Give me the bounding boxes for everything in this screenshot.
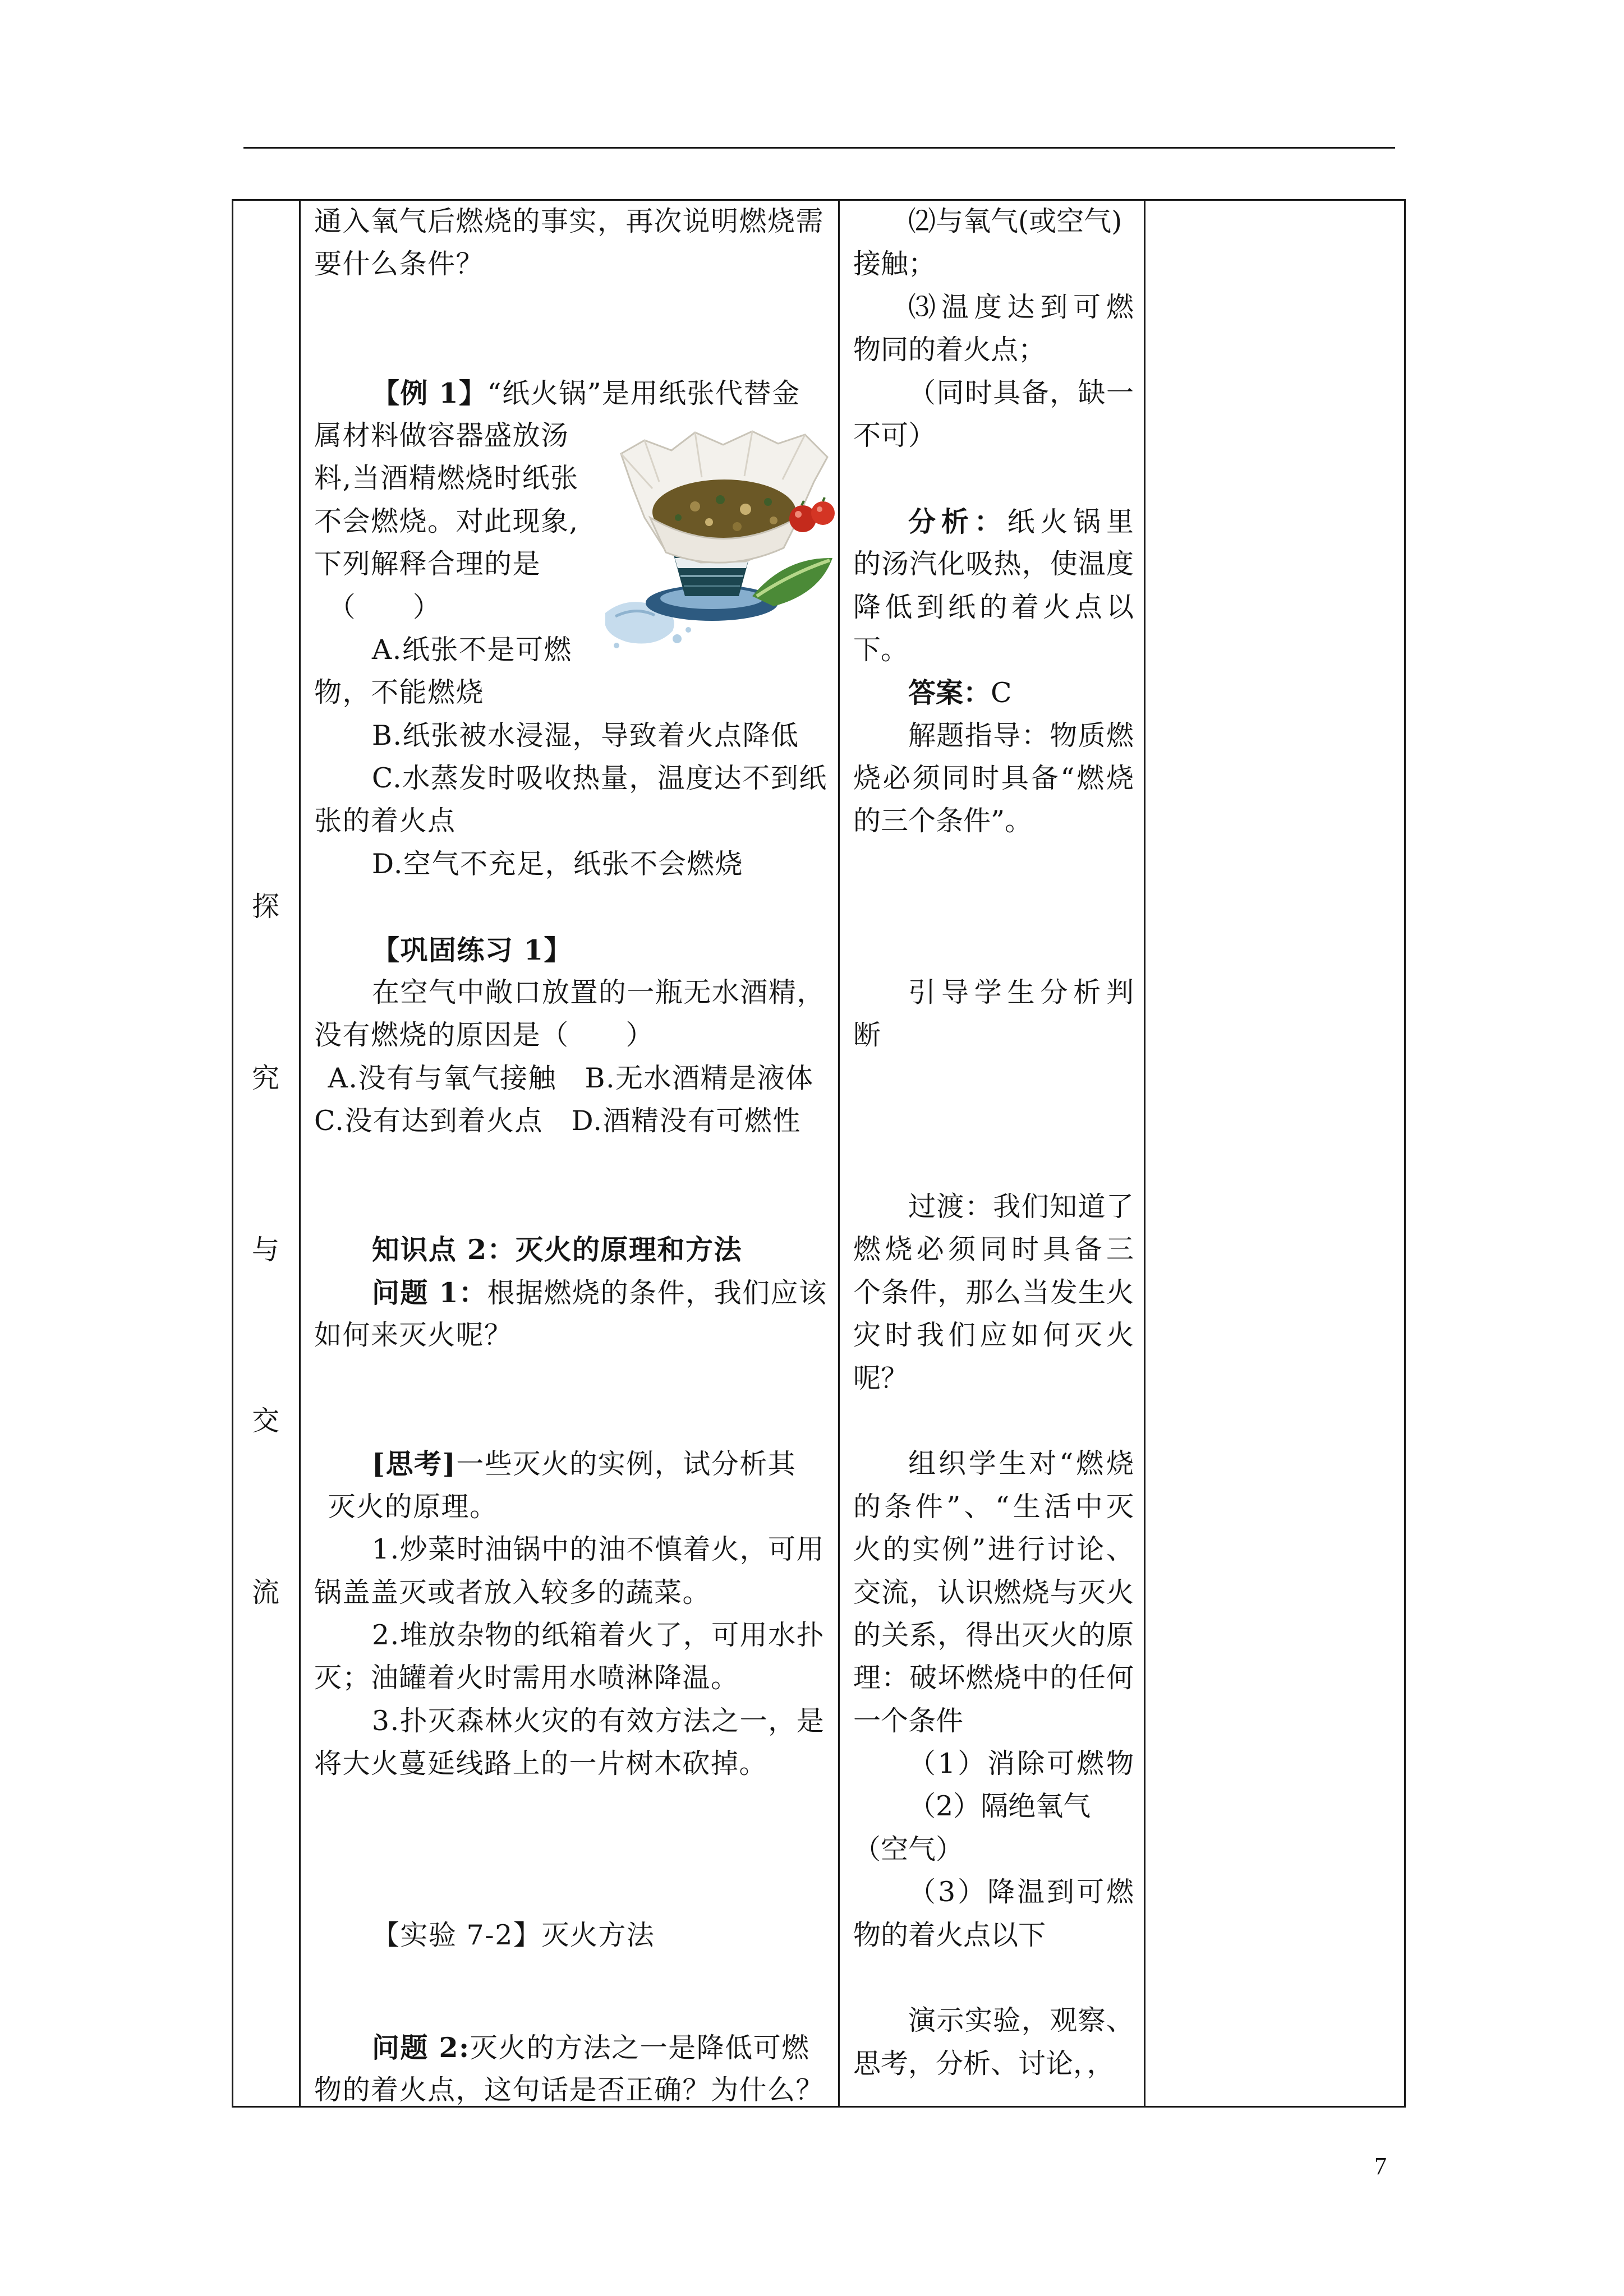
example-heading	[314, 372, 836, 414]
note-line: 的三个条件”。	[853, 805, 1033, 837]
think-line	[314, 1442, 836, 1485]
note-line: 火的实例”进行讨论、	[853, 1533, 1134, 1566]
option-line: C.没有达到着火点 D.酒精没有可燃性	[314, 1105, 801, 1137]
note-line: 不可）	[853, 419, 936, 451]
note-line: 接触；	[853, 248, 936, 280]
note-line: 交流，认识燃烧与灭火	[853, 1576, 1134, 1608]
spacer	[853, 1057, 1134, 1186]
note-line: 一个条件	[853, 1704, 964, 1737]
question-label: 问题 2:	[371, 2031, 470, 2064]
activity-line: 下列解释合理的是	[314, 548, 541, 580]
note-line: 的关系，得出灭火的原	[853, 1619, 1134, 1651]
note-line: 个条件，那么当发生火	[853, 1276, 1134, 1308]
column-divider	[838, 199, 840, 2108]
note-line: 呢？	[853, 1362, 909, 1394]
question-line	[314, 2026, 836, 2069]
note-line: （同时具备，缺一	[908, 376, 1134, 409]
line-text: “纸火锅”是用纸张代替金	[487, 377, 801, 409]
section-label-char: 流	[251, 1576, 279, 1608]
option-line: 张的着火点	[314, 805, 456, 837]
note-line: 下。	[853, 633, 909, 666]
line-text: 纸火锅里	[1007, 505, 1134, 538]
spacer	[314, 1357, 836, 1443]
practice-heading: 【巩固练习 1】	[371, 933, 573, 966]
experiment-line: 【实验 7-2】灭火方法	[371, 1919, 655, 1951]
activity-line: 料,当酒精燃烧时纸张	[314, 462, 579, 495]
note-line: 思考，分析、讨论，，	[853, 2047, 1115, 2080]
activity-line: 灭火的原理。	[328, 1490, 498, 1523]
option-line: D.空气不充足，纸张不会燃烧	[371, 847, 744, 880]
spacer	[853, 457, 1134, 500]
option-line: B.纸张被水浸湿，导致着火点降低	[371, 719, 799, 751]
page-number: 7	[1374, 2152, 1387, 2180]
note-line: 理：破坏燃烧中的任何	[853, 1662, 1134, 1694]
spacer	[232, 1443, 300, 1571]
think-label: [思考]	[371, 1447, 457, 1481]
answer-label: 答案：	[908, 676, 991, 709]
method-item: （1）消除可燃物	[908, 1748, 1134, 1780]
example-item: 3.扑灭森林火灾的有效方法之一，是	[371, 1704, 825, 1737]
note-line: 演示实验，观察、	[908, 2004, 1134, 2037]
activity-line: 在空气中敞口放置的一瓶无水酒精，	[371, 976, 825, 1009]
note-line: 引导学生分析判	[908, 976, 1134, 1009]
question-line	[314, 1271, 836, 1314]
activity-line: 属材料做容器盛放汤	[314, 419, 569, 451]
activity-line: 不会燃烧。对此现象,	[314, 505, 579, 537]
option-line: A.纸张不是可燃	[371, 633, 572, 666]
note-line: ⑵与氧气(或空气)	[908, 205, 1122, 237]
activity-line: 物的着火点，这句话是否正确？为什么？	[314, 2074, 825, 2106]
spacer	[853, 1400, 1134, 1442]
note-line: 过渡：我们知道了	[908, 1191, 1134, 1223]
answer-line	[853, 671, 1134, 714]
answer-blank: （ ）	[328, 591, 441, 623]
header-rule	[243, 147, 1395, 149]
answer-value: C	[991, 677, 1012, 709]
note-line: 的汤汽化吸热，使温度	[853, 548, 1134, 580]
option-line: C.水蒸发时吸收热量，温度达不到纸	[371, 762, 827, 795]
column-divider	[1144, 199, 1145, 2108]
example-label: 【例 1】	[371, 376, 487, 409]
paper-hotpot-image	[605, 428, 837, 649]
spacer	[853, 843, 1134, 971]
spacer	[232, 1100, 300, 1228]
note-line: 物同的着火点；	[853, 334, 1046, 366]
activity-line: 灭；油罐着火时需用水喷淋降温。	[314, 1662, 739, 1694]
note-line: 灾时我们应如何灭火	[853, 1319, 1134, 1352]
vegetable-leaf	[752, 558, 832, 606]
option-line: 物，不能燃烧	[314, 676, 485, 709]
note-line: 烧必须同时具备“燃烧	[853, 762, 1134, 795]
spacer	[314, 886, 836, 928]
spacer	[314, 1143, 836, 1229]
note-line: 组织学生对“燃烧	[908, 1447, 1134, 1480]
note-line: 的条件”、“生活中灭	[853, 1490, 1134, 1523]
line-text: 一些灭火的实例，试分析其	[456, 1448, 797, 1481]
spacer	[853, 1957, 1134, 1999]
note-line: 降低到纸的着火点以	[853, 591, 1134, 623]
knowledge-point-heading: 知识点 2：灭火的原理和方法	[371, 1233, 743, 1266]
spacer	[232, 929, 300, 1057]
example-item: 2.堆放杂物的纸箱着火了，可用水扑	[371, 1619, 825, 1651]
spacer	[314, 1786, 836, 1914]
method-item: （2）隔绝氧气	[908, 1790, 1091, 1823]
spacer	[314, 286, 836, 372]
note-line: 断	[853, 1019, 881, 1052]
activity-line: 没有燃烧的原因是（ ）	[314, 1019, 655, 1052]
section-label-char: 与	[251, 1233, 279, 1266]
teacher-notes-column	[853, 200, 1134, 2085]
note-line: 解题指导：物质燃	[908, 719, 1134, 751]
line-text: 灭火的方法之一是降低可燃	[470, 2032, 810, 2064]
section-label-char: 交	[251, 1405, 279, 1437]
note-line: （空气）	[853, 1833, 964, 1865]
note-line: ⑶温度达到可燃	[908, 291, 1134, 323]
spacer	[314, 1957, 836, 2026]
note-line: 燃烧必须同时具备三	[853, 1233, 1134, 1266]
line-text: 根据燃烧的条件，我们应该	[487, 1276, 827, 1309]
spacer	[232, 200, 300, 886]
analysis-label: 分析：	[908, 505, 1007, 538]
activity-line: 要什么条件？	[314, 248, 485, 280]
activity-line: 通入氧气后燃烧的事实，再次说明燃烧需	[314, 205, 825, 237]
activity-line: 将大火蔓延线路上的一片树木砍掉。	[314, 1748, 768, 1780]
example-item: 1.炒菜时油锅中的油不慎着火，可用	[371, 1533, 825, 1566]
section-label-char: 究	[251, 1062, 279, 1094]
activity-line: 如何来灭火呢？	[314, 1319, 513, 1352]
note-line: 物的着火点以下	[853, 1919, 1046, 1951]
method-item: （3）降温到可燃	[908, 1876, 1134, 1908]
paper-hotpot-illustration	[605, 428, 837, 649]
spacer	[232, 1271, 300, 1400]
section-label-column	[232, 200, 300, 1614]
section-label-char: 探	[251, 891, 279, 923]
activity-line: 锅盖盖灭或者放入较多的蔬菜。	[314, 1576, 711, 1608]
question-label: 问题 1：	[371, 1276, 487, 1309]
analysis-line	[853, 500, 1134, 543]
option-line: A.没有与氧气接触 B.无水酒精是液体	[328, 1062, 814, 1094]
